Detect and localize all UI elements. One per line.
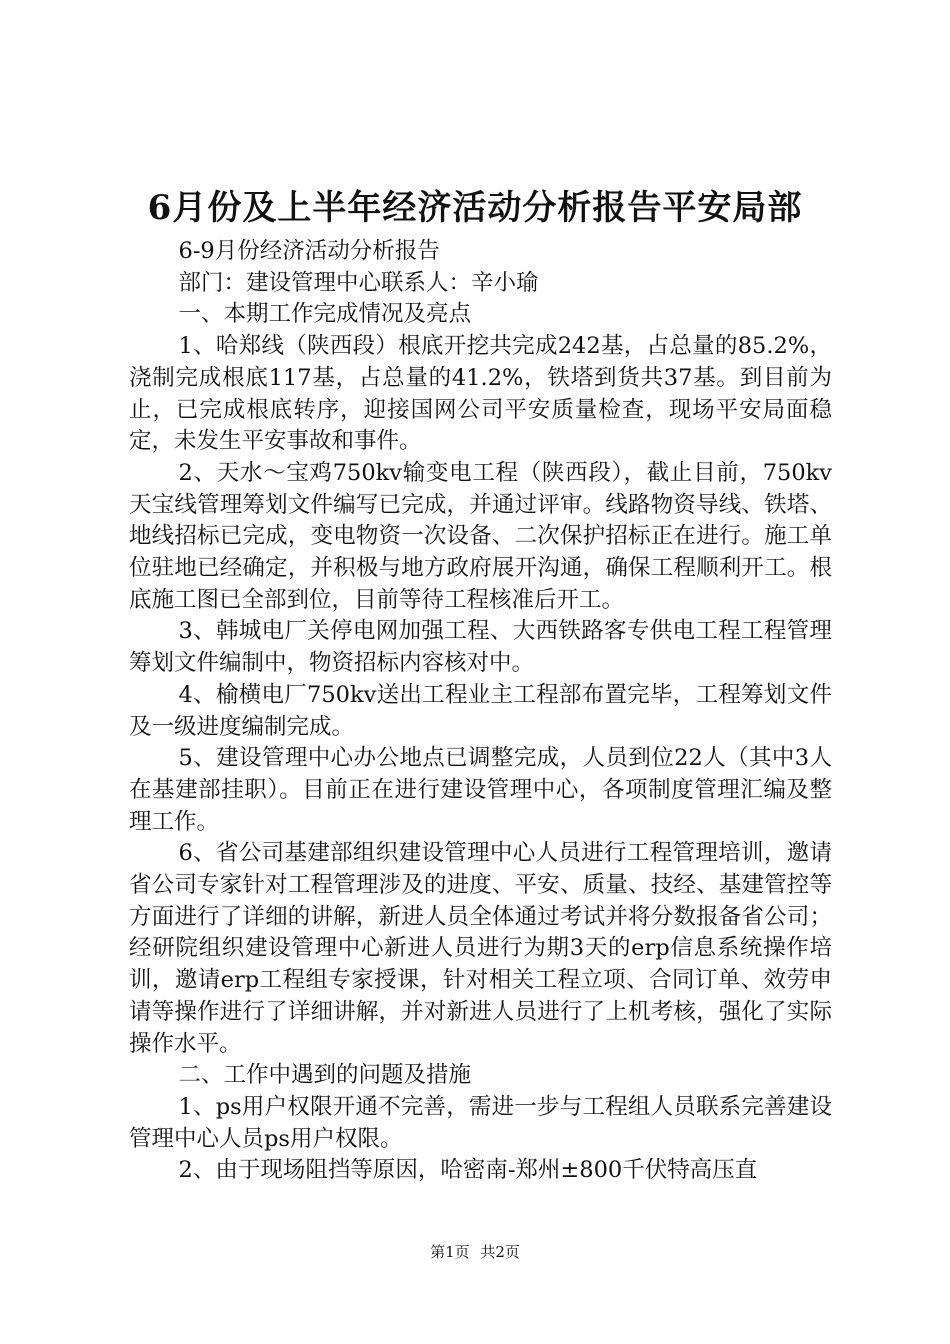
- paragraph-item-6: 6、省公司基建部组织建设管理中心人员进行工程管理培训，邀请省公司专家针对工程管理涉及的进度、平安、质量、技经、基建管控等方面进行了详细的讲解，新进人员全体通过考试并将分数报备省公司；经研院组织建设管理中心新进人员进行为期3天的erp信息系统操作培训，邀请erp工程组专家授课，针对相关工程立项、合同订单、效劳申请等操作进行了详细讲解，并对新进人员进行了上机考核，强化了实际操作水平。: [129, 840, 832, 1057]
- paragraph-item-1: 1、哈郑线（陕西段）根底开挖共完成242基，占总量的85.2%，浇制完成根底117基，占总量的41.2%，铁塔到货共37基。到目前为止，已完成根底转序，迎接国网公司平安质量检查，现场平安局面稳定，未发生平安事故和事件。: [129, 333, 832, 455]
- paragraph-problem-2: 2、由于现场阻挡等原因，哈密南-郑州±800千伏特高压直: [178, 1157, 758, 1184]
- section-heading-2: 二、工作中遇到的问题及措施: [178, 1062, 472, 1089]
- document-title: 6月份及上半年经济活动分析报告平安局部: [147, 188, 803, 228]
- paragraph-item-3: 3、韩城电厂关停电网加强工程、大西铁路客专供电工程工程管理筹划文件编制中，物资招标内容核对中。: [129, 618, 832, 677]
- department-contact: 部门：建设管理中心联系人：辛小瑜: [178, 269, 539, 296]
- paragraph-item-4: 4、榆横电厂750kv送出工程业主工程部布置完毕，工程筹划文件及一级进度编制完成。: [129, 681, 832, 740]
- paragraph-problem-1: 1、ps用户权限开通不完善，需进一步与工程组人员联系完善建设管理中心人员ps用户权限。: [129, 1093, 832, 1152]
- section-heading-1: 一、本期工作完成情况及亮点: [178, 301, 472, 328]
- paragraph-item-5: 5、建设管理中心办公地点已调整完成，人员到位22人（其中3人在基建部挂职）。目前正在进行建设管理中心，各项制度管理汇编及整理工作。: [129, 745, 832, 835]
- document-body: [129, 236, 832, 1187]
- page-number: 第1页: [430, 1243, 470, 1261]
- paragraph-item-2: 2、天水～宝鸡750kv输变电工程（陕西段），截止目前，750kv天宝线管理筹划文件编写已完成，并通过评审。线路物资导线、铁塔、地线招标已完成，变电物资一次设备、二次保护招标正在进行。施工单位驻地已经确定，并积极与地方政府展开沟通，确保工程顺利开工。根底施工图已全部到位，目前等待工程核准后开工。: [129, 459, 832, 613]
- report-subtitle: 6-9月份经济活动分析报告: [178, 238, 440, 264]
- page-footer: [0, 1242, 950, 1262]
- page-total: 共2页: [480, 1243, 520, 1261]
